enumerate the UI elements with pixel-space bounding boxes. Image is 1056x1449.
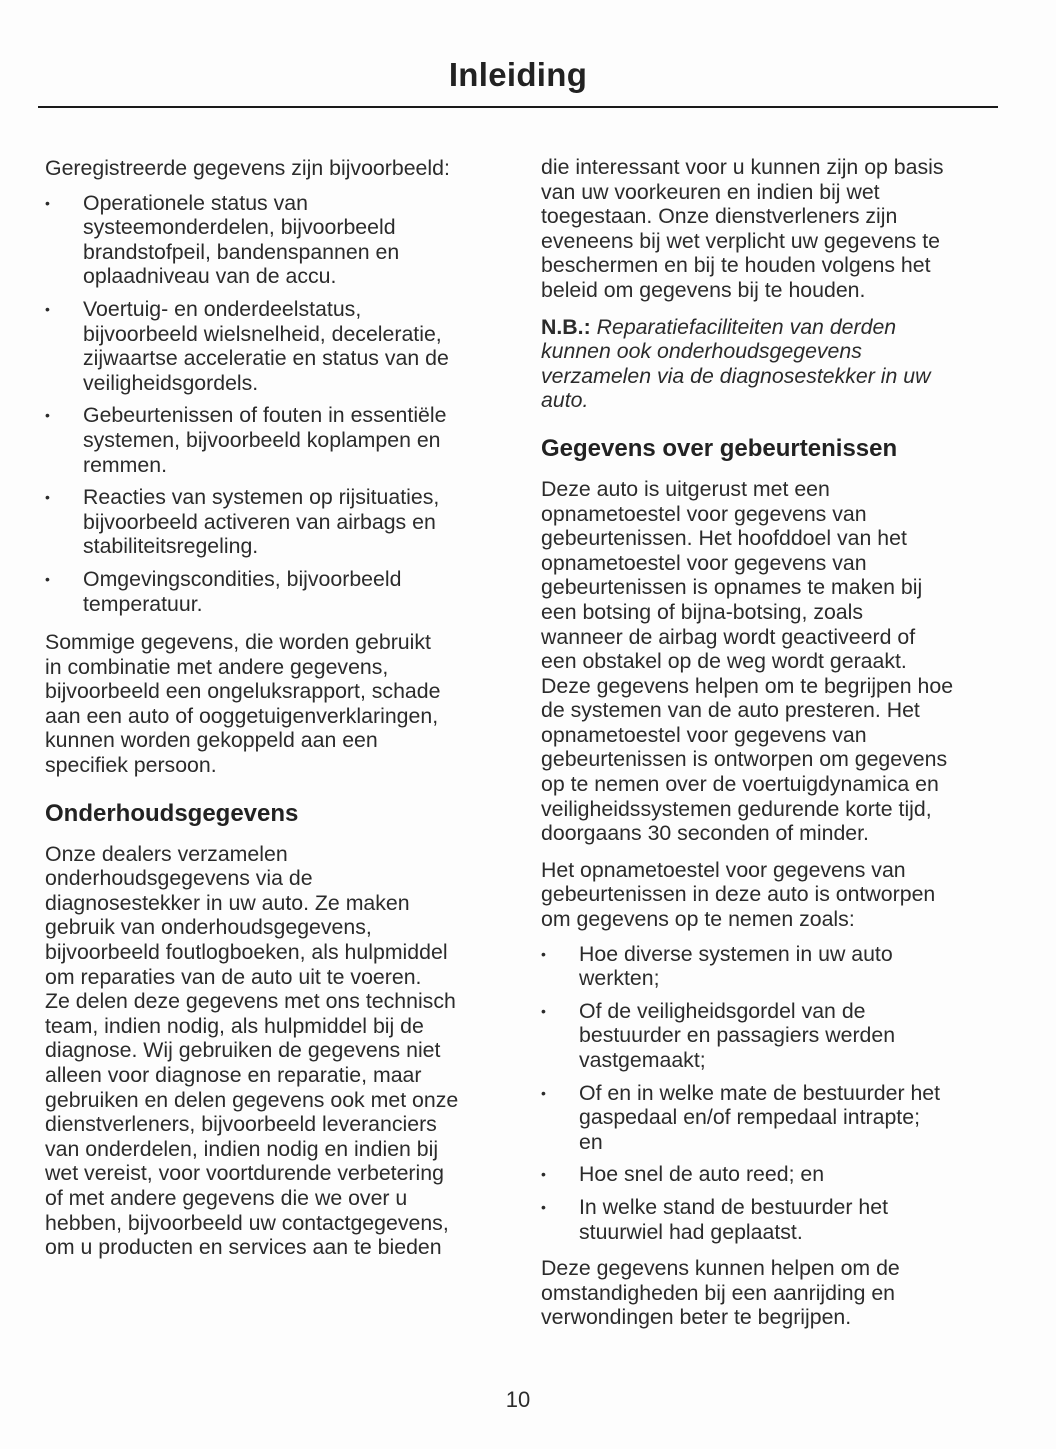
note-text: Reparatiefaciliteiten van derden kunnen ook onderhoudsgegevens verzamelen via de diagnosestekker in uw auto. (541, 314, 931, 413)
list-item-text: Omgevingscondities, bijvoorbeeld temperatuur. (83, 566, 402, 616)
recorded-data-list (45, 191, 501, 617)
bullet-icon: • (541, 1002, 546, 1019)
list-item-text: Hoe snel de auto reed; en (579, 1162, 825, 1187)
section-heading-events: Gegevens over gebeurtenissen (541, 434, 898, 462)
list-item-text: Of en in welke mate de bestuurder het gaspedaal en/of rempedaal intrapte; en (579, 1080, 941, 1154)
paragraph: Deze gegevens kunnen helpen om de omstandigheden bij een aanrijding en verwondingen beter te begrijpen. (541, 1256, 900, 1330)
list-item (45, 403, 501, 477)
list-item (541, 1162, 997, 1187)
paragraph: Deze auto is uitgerust met een opnametoestel voor gegevens van gebeurtenissen. Het hoofddoel van het opnametoestel voor gegevens van gebeurtenissen is opnames te maken bij een botsing of bijna-botsing, zoals wanneer de airbag wordt geactiveerd of een obstakel op de weg wordt geraakt. Deze gegevens helpen om te begrijpen hoe de systemen van de auto presteren. Het opnametoestel voor gegevens van gebeurtenissen is ontworpen om gegevens op te nemen over de voertuigdynamica en veiligheidssystemen gedurende korte tijd, doorgaans 30 seconden of minder. (541, 476, 954, 846)
intro-paragraph: Geregistreerde gegevens zijn bijvoorbeeld: (45, 156, 450, 180)
paragraph: Het opnametoestel voor gegevens van gebeurtenissen in deze auto is ontworpen om gegevens op te nemen zoals: (541, 857, 936, 932)
event-data-list (541, 942, 997, 1245)
bullet-icon: • (541, 945, 546, 962)
list-item (45, 485, 501, 559)
bullet-icon: • (541, 1084, 546, 1101)
list-item-text: In welke stand de bestuurder het stuurwiel had geplaatst. (579, 1194, 889, 1244)
section-heading-maintenance: Onderhoudsgegevens (45, 799, 299, 827)
paragraph: Sommige gegevens, die worden gebruikt in combinatie met andere gegevens, bijvoorbeeld een ongeluksrapport, schade aan een auto of ooggetuigenverklaringen, kunnen worden gekoppeld aan een specifiek persoon. (45, 630, 441, 778)
list-item (45, 567, 501, 616)
bullet-icon: • (45, 407, 50, 424)
list-item (541, 999, 997, 1073)
bullet-icon: • (45, 300, 50, 317)
page-title: Inleiding (448, 56, 588, 93)
list-item (541, 1081, 997, 1155)
left-column (45, 156, 501, 1270)
list-item-text: Voertuig- en onderdeelstatus, bijvoorbeeld wielsnelheid, deceleratie, zijwaartse acceleratie en status van de veiligheidsgordels. (83, 296, 449, 395)
list-item (541, 942, 997, 991)
note (541, 315, 997, 413)
list-item-text: Reacties van systemen op rijsituaties, bijvoorbeeld activeren van airbags en stabiliteitsregeling. (83, 485, 440, 559)
bullet-icon: • (541, 1166, 546, 1183)
list-item-text: Operationele status van systeemonderdelen, bijvoorbeeld brandstofpeil, bandenspannen en oplaadniveau van de accu. (83, 190, 400, 289)
paragraph: Onze dealers verzamelen onderhoudsgegevens via de diagnosestekker in uw auto. Ze maken gebruik van onderhoudsgegevens, bijvoorbeeld foutlogboeken, als hulpmiddel om reparaties van de auto uit te voeren. Ze delen deze gegevens met ons technisch team, indien nodig, als hulpmiddel bij de diagnose. Wij gebruiken de gegevens niet alleen voor diagnose en reparatie, maar gebruiken en delen gegevens ook met onze dienstverleners, bijvoorbeeld leveranciers van onderdelen, indien nodig en indien bij wet vereist, voor voortdurende verbetering of met andere gegevens die we over u hebben, bijvoorbeeld uw contactgegevens, om u producten en services aan te bieden (45, 841, 459, 1260)
paragraph: die interessant voor u kunnen zijn op basis van uw voorkeuren en indien bij wet toegestaan. Onze dienstverleners zijn eveneens bij wet verplicht uw gegevens te beschermen en bij te houden volgens het beleid om gegevens bij te houden. (541, 155, 944, 302)
bullet-icon: • (45, 489, 50, 506)
list-item (541, 1195, 997, 1244)
right-column (541, 155, 997, 1340)
bullet-icon: • (541, 1198, 546, 1215)
list-item (45, 297, 501, 395)
bullet-icon: • (45, 570, 50, 587)
note-label: N.B.: (541, 314, 591, 339)
title-divider (38, 106, 998, 108)
list-item-text: Of de veiligheidsgordel van de bestuurder en passagiers werden vastgemaakt; (579, 998, 896, 1072)
list-item-text: Hoe diverse systemen in uw auto werkten; (579, 941, 893, 991)
list-item (45, 191, 501, 289)
bullet-icon: • (45, 194, 50, 211)
list-item-text: Gebeurtenissen of fouten in essentiële systemen, bijvoorbeeld koplampen en remmen. (83, 403, 447, 477)
page-number: 10 (505, 1387, 531, 1412)
